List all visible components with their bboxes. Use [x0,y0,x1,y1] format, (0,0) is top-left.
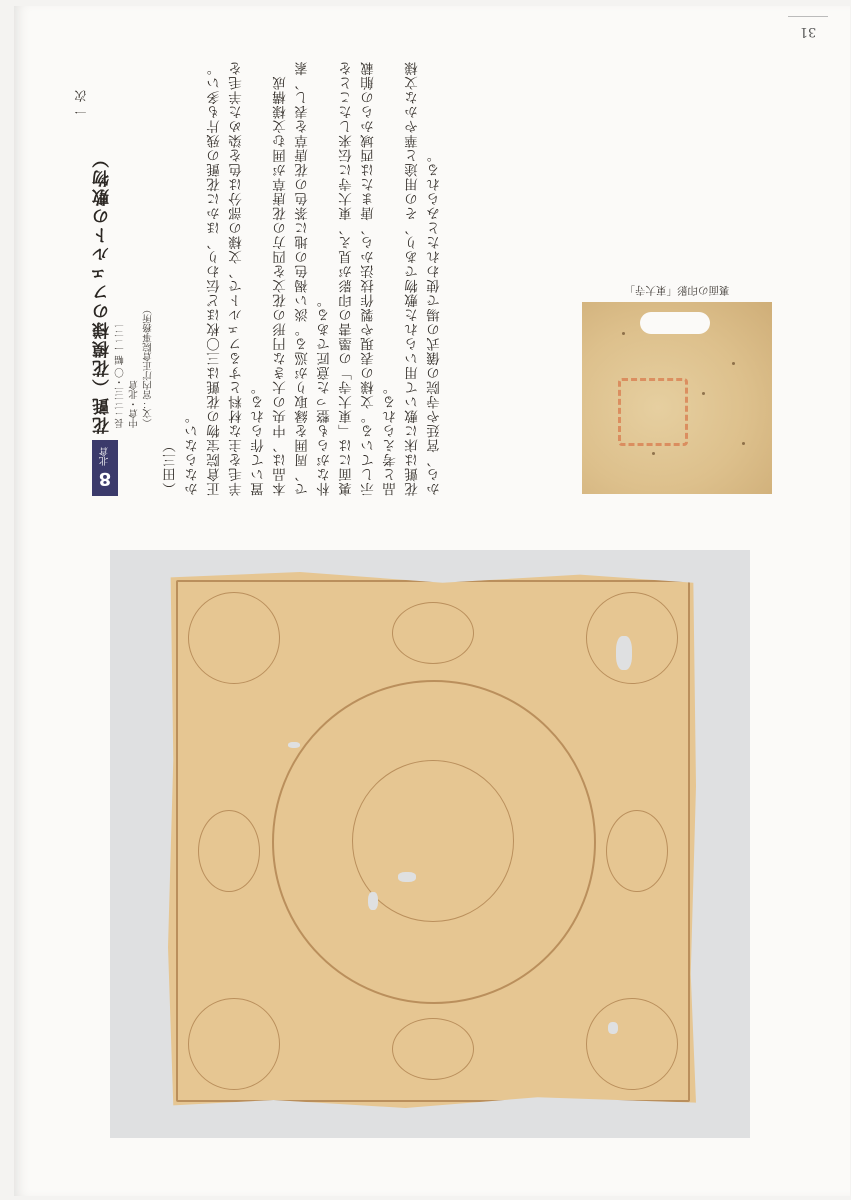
felt-carpet-photo [168,572,696,1108]
body-text-block [160,58,578,496]
seal-stamp-mark [618,378,688,446]
textile-hole [608,1022,618,1034]
section-number: 8 [98,468,112,490]
seal-photo-hole [640,312,710,334]
credit-line: 長 二二三・〇 幅 一二二 [115,323,126,428]
body-paragraph: 本品は、中央の大きな円形の花文を四方の花唐草が囲む文様構成で、周囲を縁取りが巡る。淡い褐色の地に茶色の花唐草を表し、素朴ながらも整った意匠である。 [273,61,333,496]
textile-hole [398,872,416,882]
body-paragraph: （田三） [163,438,179,496]
textile-hole [616,636,632,670]
body-paragraph: かならない。 [185,409,201,496]
seal-photo-caption: 裏面の印影「東大寺」 [624,284,730,296]
body-paragraph: 花氈は床に敷いて用いられた敷物であり、その用途と華やかな文様から、宮廷や寺院の儀式の場で使われたとみられる。 [405,61,443,496]
section-label [92,440,118,496]
item-title: 花氈（花模様のフェルトの敷物） [93,149,113,434]
credit-line: 中倉・北倉 [129,380,140,428]
body-paragraph: 正倉院宝物の花氈は三〇枚ほど伝わり、ほかに花氈の残片も多い。羊毛を主な材料とするフェルトで、文様の部分は色を染めた羊毛を置いて作られる。 [207,61,267,496]
textile-hole [368,892,378,910]
bottom-note: 一 次 [74,90,88,118]
body-paragraph: 裏面には「東大寺」の墨書の印影が見え、東大寺に伝来したことを示している。文様の表現や製作技法から、唐または西域からの舶載品と考えられる。 [339,61,399,496]
section-category: 北倉 [99,447,111,467]
credit-block [114,228,182,428]
credit-line: （文：宮内庁正倉院事務所） [143,304,154,428]
textile-hole [288,742,300,748]
body-text [160,58,578,496]
page-number: 31 [788,16,828,39]
